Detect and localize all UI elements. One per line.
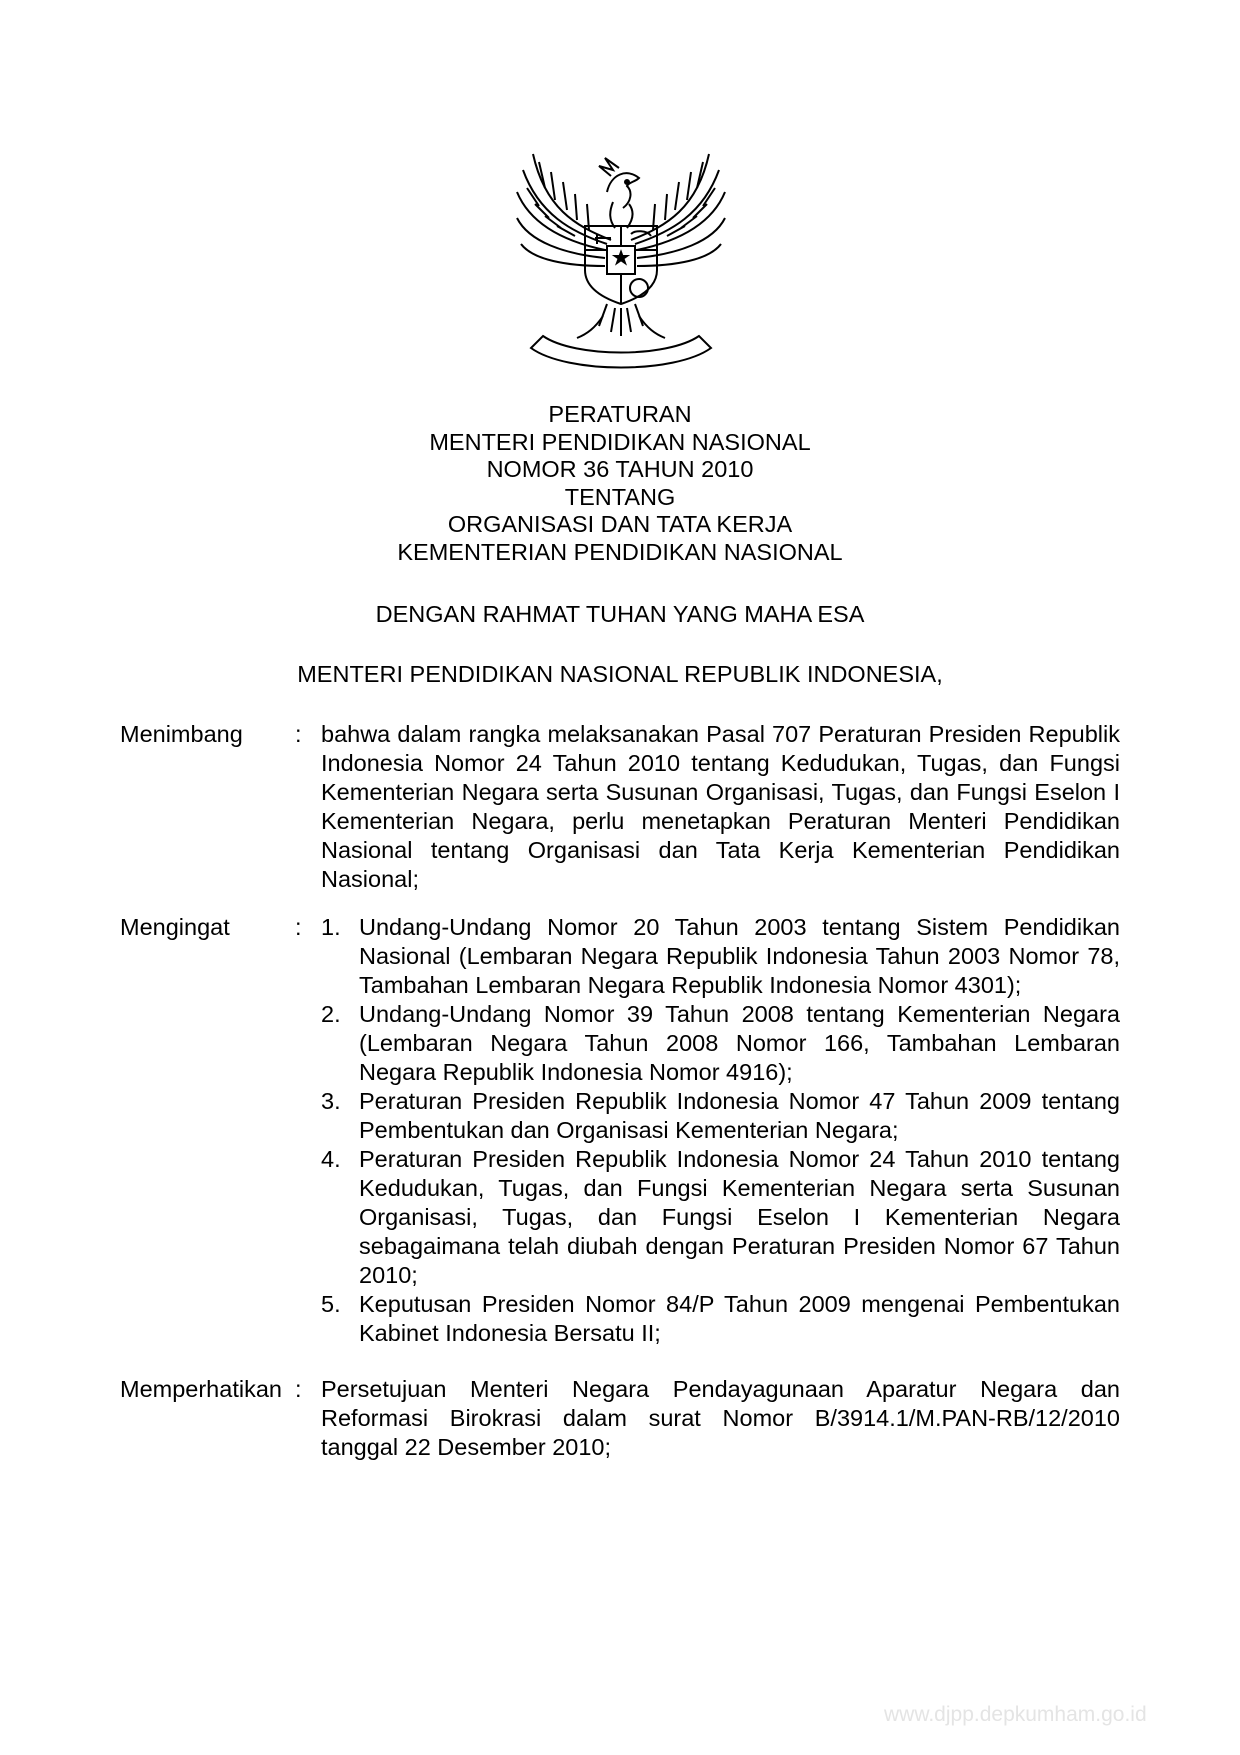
list-item-number: 4. xyxy=(321,1146,341,1172)
mengingat-list xyxy=(321,913,1120,1348)
list-item-text: Peraturan Presiden Republik Indonesia Nomor 24 Tahun 2010 tentang Kedudukan, Tugas, dan Fungsi Kementerian Negara serta Susunan Organisasi, Tugas, dan Fungsi Eselon I Kementerian Negara sebagaimana telah diubah dengan Peraturan Presiden Nomor 67 Tahun 2010; xyxy=(359,1146,1120,1288)
list-item-number: 5. xyxy=(321,1291,341,1317)
garuda-pancasila-emblem-icon xyxy=(515,148,727,380)
regulation-title-block xyxy=(0,401,1240,566)
list-item xyxy=(321,1145,1120,1290)
list-item-text: Undang-Undang Nomor 39 Tahun 2008 tentang Kementerian Negara (Lembaran Negara Tahun 2008 Nomor 166, Tambahan Lembaran Negara Republik Indonesia Nomor 4916); xyxy=(359,1001,1120,1085)
menimbang-text: bahwa dalam rangka melaksanakan Pasal 707 Peraturan Presiden Republik Indonesia Nomor 24 Tahun 2010 tentang Kedudukan, Tugas, dan Fungsi Kementerian Negara serta Susunan Organisasi, Tugas, dan Fungsi Eselon I Kementerian Negara, perlu menetapkan Peraturan Menteri Pendidikan Nasional tentang Organisasi dan Tata Kerja Kementerian Pendidikan Nasional; xyxy=(321,721,1120,892)
list-item xyxy=(321,913,1120,1000)
memperhatikan-label: Memperhatikan xyxy=(120,1376,282,1402)
list-item xyxy=(321,1000,1120,1087)
preamble-line: DENGAN RAHMAT TUHAN YANG MAHA ESA xyxy=(375,601,865,627)
mengingat-colon: : xyxy=(295,914,302,940)
title-line-nomor: NOMOR 36 TAHUN 2010 xyxy=(486,456,754,482)
list-item xyxy=(321,1087,1120,1145)
list-item-text: Keputusan Presiden Nomor 84/P Tahun 2009 mengenai Pembentukan Kabinet Indonesia Bersatu II; xyxy=(359,1291,1120,1346)
title-line-peraturan: PERATURAN xyxy=(548,401,692,427)
source-watermark: www.djpp.depkumham.go.id xyxy=(884,1703,1147,1726)
list-item-text: Peraturan Presiden Republik Indonesia Nomor 47 Tahun 2009 tentang Pembentukan dan Organisasi Kementerian Negara; xyxy=(359,1088,1120,1143)
title-line-ministry: KEMENTERIAN PENDIDIKAN NASIONAL xyxy=(397,538,843,565)
title-line-subject: ORGANISASI DAN TATA KERJA xyxy=(447,511,793,537)
list-item-number: 2. xyxy=(321,1001,341,1027)
menimbang-label: Menimbang xyxy=(120,721,243,747)
list-item-text: Undang-Undang Nomor 20 Tahun 2003 tentang Sistem Pendidikan Nasional (Lembaran Negara Republik Indonesia Tahun 2003 Nomor 78, Tambahan Lembaran Negara Republik Indonesia Nomor 4301); xyxy=(359,914,1120,998)
memperhatikan-text: Persetujuan Menteri Negara Pendayagunaan Aparatur Negara dan Reformasi Birokrasi dalam surat Nomor B/3914.1/M.PAN-RB/12/2010 tanggal 22 Desember 2010; xyxy=(321,1376,1120,1460)
menimbang-colon: : xyxy=(295,721,302,747)
title-line-tentang: TENTANG xyxy=(564,483,676,510)
list-item-number: 1. xyxy=(321,914,341,940)
title-line-menteri: MENTERI PENDIDIKAN NASIONAL xyxy=(429,428,811,455)
issuer-line: MENTERI PENDIDIKAN NASIONAL REPUBLIK INDONESIA, xyxy=(297,661,943,687)
mengingat-label: Mengingat xyxy=(120,914,230,940)
list-item-number: 3. xyxy=(321,1088,341,1114)
list-item xyxy=(321,1290,1120,1348)
memperhatikan-colon: : xyxy=(295,1376,302,1402)
